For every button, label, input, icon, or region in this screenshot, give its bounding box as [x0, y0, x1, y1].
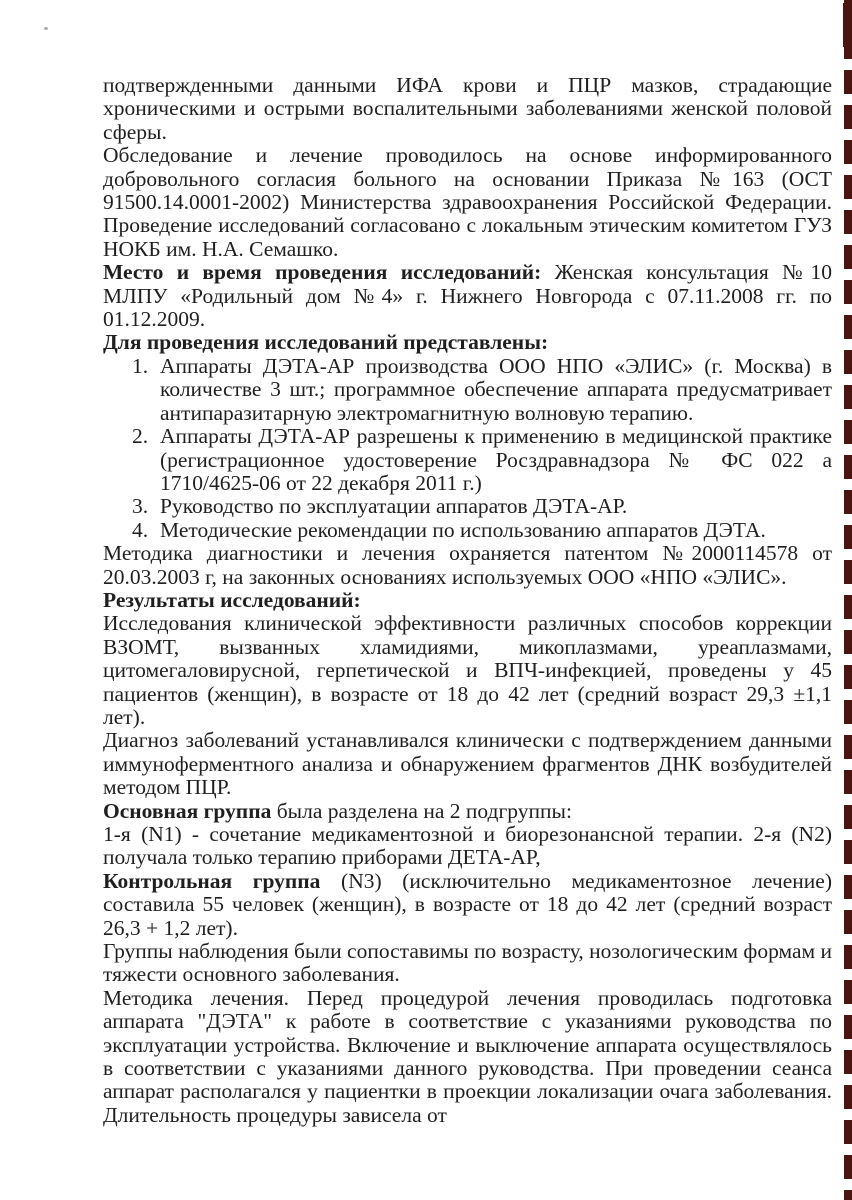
right-edge-scan-artifact-top [843, 3, 852, 47]
control-group-label: Контрольная группа [103, 868, 321, 893]
list-item-2 [103, 425, 832, 495]
list-item-3-number: 3. [132, 494, 149, 519]
paragraph-control-group [103, 870, 832, 940]
list-item-2-number: 2. [132, 424, 149, 449]
place-time-value: Женская консультация №10 МЛПУ «Родильный дом №4» г. Нижнего Новгорода с 07.11.2008 гг. по 01.12.2009. [103, 260, 832, 332]
paragraph-results-2: Диагноз заболеваний устанавливался клинически с подтверждением данными иммуноферментного анализа и обнаружением фрагментов ДНК возбудителей методом ПЦР. [103, 728, 832, 800]
list-item-1-number: 1. [132, 353, 149, 378]
right-edge-scan-artifacts [844, 0, 852, 1200]
document-text [103, 74, 832, 1127]
paragraph-consent: Обследование и лечение проводилось на основе информированного добровольного согласия больного на основании Приказа №163 (ОСТ 91500.14.0001-2002) Министерства здравоохранения Российской Федерации. Проведение исследований согласовано с локальным этическим комитетом ГУЗ НОКБ им. Н.А. Семашко. [103, 143, 832, 261]
heading-provided-for-research: Для проведения исследований представлены: [103, 330, 549, 355]
paragraph-comparability: Группы наблюдения были сопоставимы по возрасту, нозологическим формам и тяжести основного заболевания. [103, 939, 832, 987]
list-item-3 [103, 495, 832, 518]
paragraph-patent: Методика диагностики и лечения охраняется патентом №2000114578 от 20.03.2003 г, на законных основаниях используемых ООО «НПО «ЭЛИС». [103, 541, 832, 589]
list-item-3-text: Руководство по эксплуатации аппаратов ДЭТА-АР. [160, 494, 628, 519]
heading-results: Результаты исследований: [103, 587, 361, 612]
paragraph-place-time [103, 261, 832, 331]
paragraph-subgroups: 1-я (N1) - сочетание медикаментозной и биорезонансной терапии. 2-я (N2) получала только терапию приборами ДЕТА-АР, [103, 822, 832, 870]
paragraph-results-1: Исследования клинической эффективности различных способов коррекции ВЗОМТ, вызванных хламидиями, микоплазмами, уреаплазмами, цитомегаловирусной, герпетической и ВПЧ-инфекцией, проведены у 45 пациентов (женщин), в возрасте от 18 до 42 лет (средний возраст 29,3 ±1,1 лет). [103, 611, 832, 729]
paragraph-treatment-method: Методика лечения. Перед процедурой лечения проводилась подготовка аппарата "ДЭТА" к работе в соответствие с указаниями руководства по эксплуатации устройства. Включение и выключение аппарата осуществлялось в соответствии с указаниями данного руководства. При проведении сеанса аппарат располагался у пациентки в проекции локализации очага заболевания. Длительность процедуры зависела от [103, 985, 832, 1127]
main-group-label: Основная группа [103, 798, 272, 823]
list-item-1-text: Аппараты ДЭТА-АР производства ООО НПО «ЭЛИС» (г. Москва) в количестве 3 шт.; программное обеспечение аппарата предусматривает антипаразитарную электромагнитную волновую терапию. [160, 353, 832, 425]
place-time-label: Место и время проведения исследований: [103, 260, 542, 285]
main-group-text: была разделена на 2 подгруппы: [271, 798, 572, 823]
list-item-4-text: Методические рекомендации по использованию аппаратов ДЭТА. [160, 517, 766, 542]
paragraph-main-group [103, 800, 832, 823]
scan-speck-artifact [44, 27, 48, 30]
paragraph-intro-continuation: подтвержденными данными ИФА крови и ПЦР мазков, страдающие хроническими и острыми воспалительными заболеваниями женской половой сферы. [103, 73, 832, 144]
list-item-1 [103, 355, 832, 425]
list-item-4 [103, 519, 832, 542]
provided-items-list [103, 355, 832, 542]
control-group-text: (N3) (исключительно медикаментозное лечение) составила 55 человек (женщин), в возрасте от 18 до 42 лет (средний возраст 26,3 + 1,2 лет). [103, 868, 832, 940]
list-item-4-number: 4. [132, 517, 149, 542]
list-item-2-text: Аппараты ДЭТА-АР разрешены к применению в медицинской практике (регистрационное удостоверение Росздравнадзора № ФС 022 а 1710/4625-06 от 22 декабря 2011 г.) [160, 424, 832, 495]
